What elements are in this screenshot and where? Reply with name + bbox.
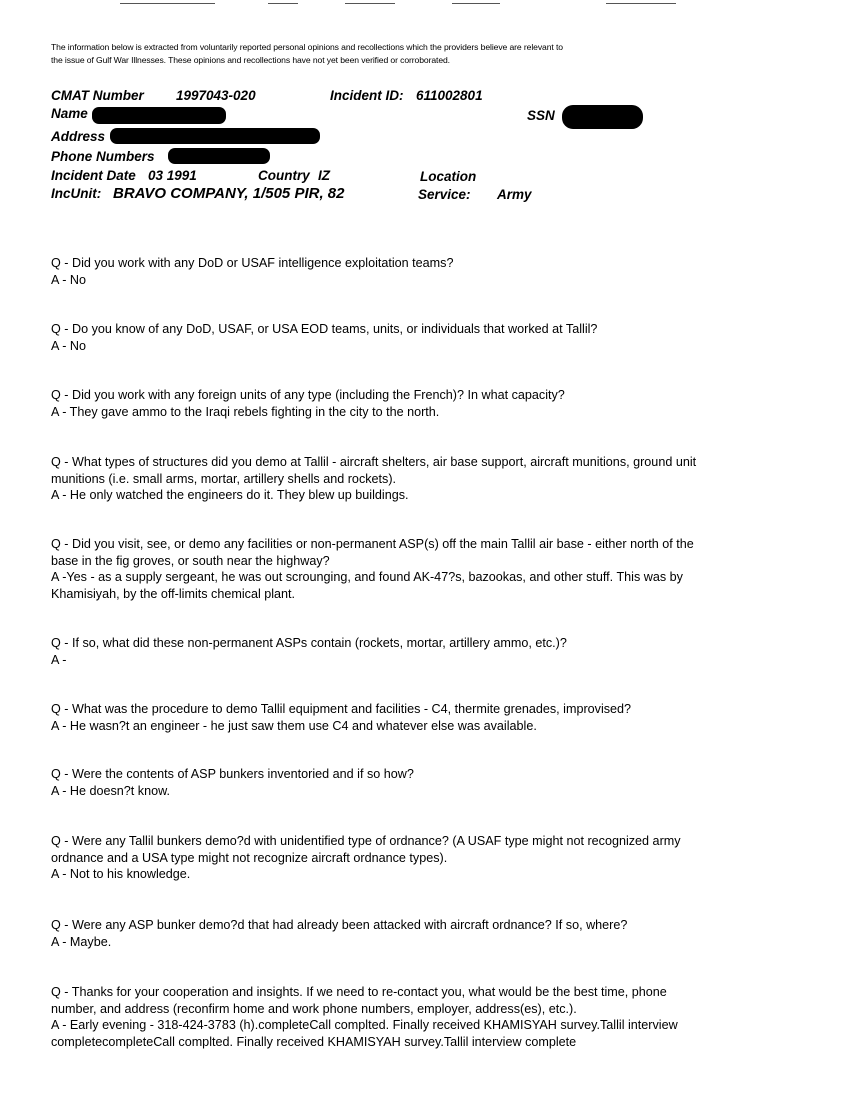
qa-block (51, 321, 701, 354)
scan-artifact (120, 3, 215, 4)
qa-block (51, 536, 701, 602)
answer-text: A -Yes - as a supply sergeant, he was out scrounging, and found AK-47?s, bazookas, and other stuff. This was by Khamisiyah, by the off-limits chemical plant. (51, 570, 683, 601)
scan-artifact (345, 3, 395, 4)
service-value: Army (497, 187, 532, 202)
phone-redaction (168, 148, 270, 164)
qa-block (51, 833, 701, 883)
incunit-label: IncUnit: (51, 186, 102, 201)
question-text: Q - Were any Tallil bunkers demo?d with unidentified type of ordnance? (A USAF type might not recognized army ordnance and a USA type might not recognize aircraft ordnance types). (51, 834, 681, 865)
country-value: IZ (318, 168, 330, 183)
qa-block (51, 454, 701, 504)
question-text: Q - What types of structures did you demo at Tallil - aircraft shelters, air base support, aircraft munitions, ground unit munitions (i.e. small arms, mortar, artillery shells and rockets). (51, 455, 697, 486)
answer-text: A - They gave ammo to the Iraqi rebels fighting in the city to the north. (51, 404, 440, 419)
incident-date-value: 03 1991 (148, 168, 197, 183)
answer-text: A - Maybe. (51, 934, 112, 949)
answer-text: A - Not to his knowledge. (51, 867, 191, 881)
question-text: Q - Did you work with any DoD or USAF intelligence exploitation teams? (51, 256, 454, 270)
qa-block (51, 255, 701, 288)
qa-block (51, 766, 701, 799)
answer-text: A - He only watched the engineers do it. They blew up buildings. (51, 488, 409, 502)
name-label: Name (51, 106, 88, 121)
disclaimer-text: The information below is extracted from voluntarily reported personal opinions and recollections which the providers believe are relevant to the issue of Gulf War Illnesses. These opinions and recollections have not yet been verified or corroborated. (51, 42, 563, 65)
question-text: Q - Were the contents of ASP bunkers inventoried and if so how? (51, 767, 414, 781)
service-label: Service: (418, 187, 471, 202)
location-label: Location (420, 169, 477, 184)
scan-artifact (606, 3, 676, 4)
country-label: Country (258, 168, 310, 183)
question-text: Q - Did you visit, see, or demo any facilities or non-permanent ASP(s) off the main Tallil air base - either north of the base in the fig groves, or south near the highway? (51, 537, 694, 568)
qa-block (51, 917, 701, 950)
phone-label: Phone Numbers (51, 149, 155, 164)
answer-text: A - Early evening - 318-424-3783 (h).completeCall complted. Finally received KHAMISYAH survey.Tallil interview completecompleteCall complted. Finally received KHAMISYAH survey.Tallil interview complete (51, 1018, 678, 1049)
cmat-value: 1997043-020 (176, 88, 256, 103)
ssn-label: SSN (527, 108, 555, 123)
answer-text: A - No (51, 272, 86, 287)
qa-block (51, 701, 701, 734)
question-text: Q - What was the procedure to demo Tallil equipment and facilities - C4, thermite grenades, improvised? (51, 702, 632, 716)
answer-text: A - (51, 652, 67, 667)
qa-block (51, 387, 701, 420)
incident-id-value: 611002801 (416, 88, 483, 103)
answer-text: A - He doesn?t know. (51, 783, 171, 798)
question-text: Q - Were any ASP bunker demo?d that had already been attacked with aircraft ordnance? If so, where? (51, 918, 628, 932)
scan-artifact (268, 3, 298, 4)
question-text: Q - Thanks for your cooperation and insights. If we need to re-contact you, what would be the best time, phone number, and address (reconfirm home and work phone numbers, employer, address(es), etc.). (51, 985, 667, 1016)
qa-block (51, 984, 701, 1050)
question-text: Q - Do you know of any DoD, USAF, or USA EOD teams, units, or individuals that worked at Tallil? (51, 322, 598, 336)
address-label: Address (51, 129, 106, 144)
name-redaction (92, 107, 226, 124)
question-text: Q - If so, what did these non-permanent ASPs contain (rockets, mortar, artillery ammo, etc.)? (51, 636, 567, 650)
qa-block (51, 635, 701, 668)
incident-date-label: Incident Date (51, 168, 136, 183)
answer-text: A - He wasn?t an engineer - he just saw them use C4 and whatever else was available. (51, 718, 537, 733)
scan-artifact (452, 3, 500, 4)
incident-id-label: Incident ID: (330, 88, 404, 103)
answer-text: A - No (51, 338, 86, 353)
ssn-redaction (562, 105, 643, 129)
incunit-value: BRAVO COMPANY, 1/505 PIR, 82 (113, 185, 345, 202)
question-text: Q - Did you work with any foreign units of any type (including the French)? In what capacity? (51, 388, 565, 402)
cmat-label: CMAT Number (51, 88, 144, 103)
address-redaction (110, 128, 320, 144)
